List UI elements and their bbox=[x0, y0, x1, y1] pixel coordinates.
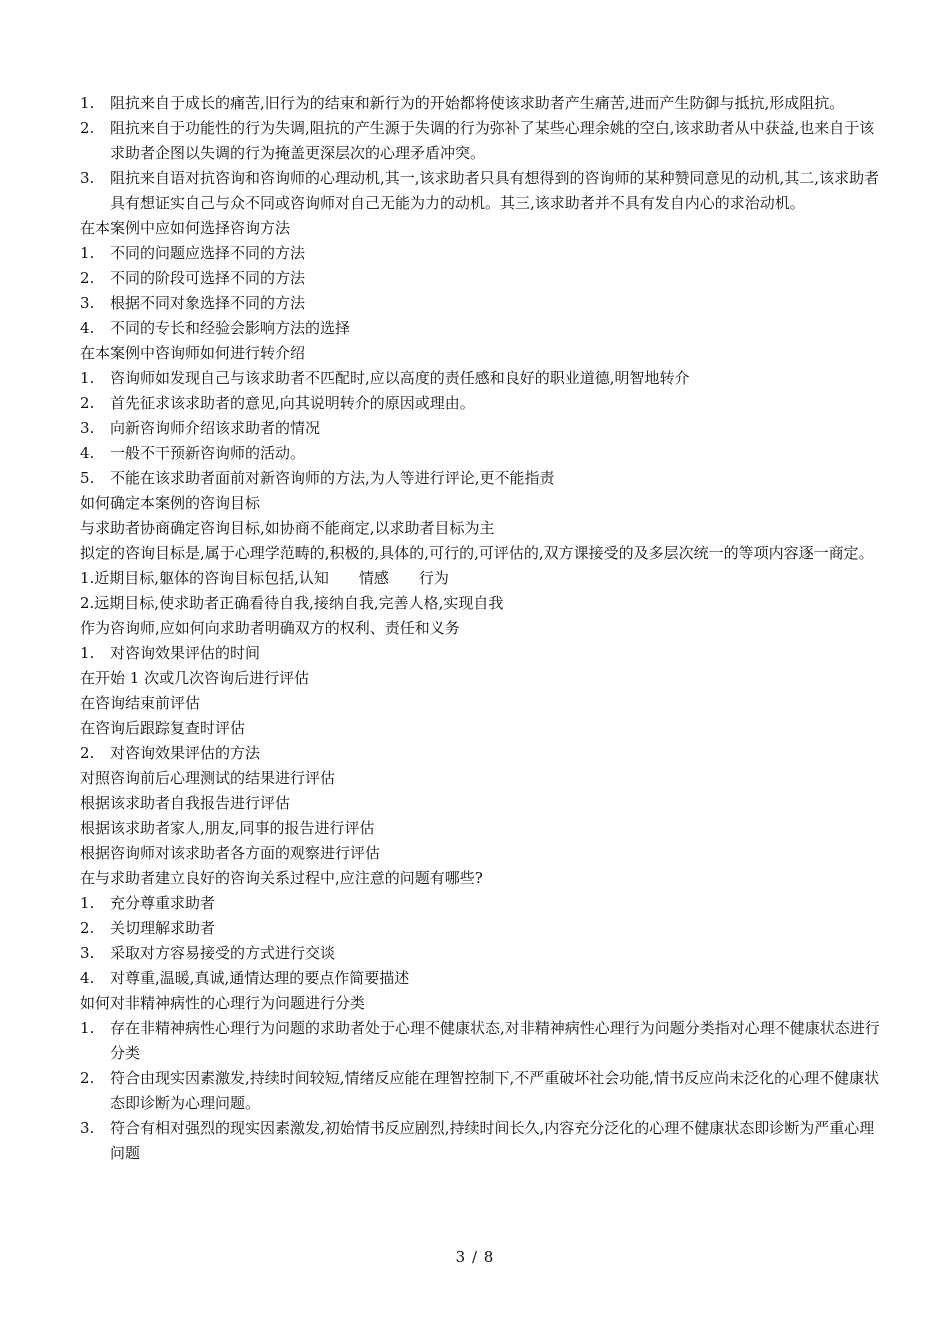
text-line: 在本案例中咨询师如何进行转介绍 bbox=[80, 344, 306, 362]
list-item bbox=[80, 391, 880, 416]
list-item-number: 2. bbox=[80, 744, 95, 762]
page-number: 3 / 8 bbox=[455, 1248, 495, 1266]
text-line: 如何对非精神病性的心理行为问题进行分类 bbox=[80, 994, 366, 1012]
list-item bbox=[80, 1116, 880, 1166]
list-item-number: 1. bbox=[80, 244, 95, 262]
text-line: 在咨询后跟踪复查时评估 bbox=[80, 719, 246, 737]
list-item-text: 不同的阶段可选择不同的方法 bbox=[110, 269, 306, 287]
list-item-number: 2. bbox=[80, 119, 95, 137]
list-item bbox=[80, 91, 880, 116]
list-item bbox=[80, 466, 880, 491]
text-line: 在与求助者建立良好的咨询关系过程中,应注意的问题有哪些? bbox=[80, 869, 483, 887]
text-line: 对照咨询前后心理测试的结果进行评估 bbox=[80, 769, 336, 787]
list-item-text: 符合由现实因素激发,持续时间较短,情绪反应能在理智控制下,不严重破坏社会功能,情书反应尚未泛化的心理不健康状态即诊断为心理问题。 bbox=[110, 1069, 880, 1112]
list-item-text: 存在非精神病性心理行为问题的求助者处于心理不健康状态,对非精神病性心理行为问题分类指对心理不健康状态进行分类 bbox=[110, 1019, 880, 1062]
list-item-text: 一般不干预新咨询师的活动。 bbox=[110, 444, 306, 462]
text-line: 根据该求助者家人,朋友,同事的报告进行评估 bbox=[80, 819, 375, 837]
text-line: 在开始 1 次或几次咨询后进行评估 bbox=[80, 669, 310, 687]
paragraph: 拟定的咨询目标是,属于心理学范畴的,积极的,具体的,可行的,可评估的,双方课接受的及多层次统一的等项内容逐一商定。 bbox=[80, 544, 874, 562]
list-item-text: 不能在该求助者面前对新咨询师的方法,为人等进行评论,更不能指责 bbox=[110, 469, 555, 487]
list-item-number: 5. bbox=[80, 469, 95, 487]
list-item bbox=[80, 966, 880, 991]
list-item-number: 3. bbox=[80, 1119, 95, 1137]
text-line: 在本案例中应如何选择咨询方法 bbox=[80, 219, 291, 237]
list-item-text: 符合有相对强烈的现实因素激发,初始情书反应剧烈,持续时间长久,内容充分泛化的心理不健康状态即诊断为严重心理问题 bbox=[110, 1119, 875, 1162]
list-item-text: 向新咨询师介绍该求助者的情况 bbox=[110, 419, 321, 437]
list-item bbox=[80, 416, 880, 441]
text-line: 根据该求助者自我报告进行评估 bbox=[80, 794, 291, 812]
list-item-number: 1. bbox=[80, 1019, 95, 1037]
list-item bbox=[80, 641, 880, 666]
list-item-text: 阻抗来自于功能性的行为失调,阻抗的产生源于失调的行为弥补了某些心理余姚的空白,该求助者从中获益,也来自于该求助者企图以失调的行为掩盖更深层次的心理矛盾冲突。 bbox=[110, 119, 875, 162]
list-item-number: 3. bbox=[80, 419, 95, 437]
list-item bbox=[80, 241, 880, 266]
list-item-number: 4. bbox=[80, 969, 95, 987]
list-item-number: 2. bbox=[80, 919, 95, 937]
list-item-text: 关切理解求助者 bbox=[110, 919, 216, 937]
list-item bbox=[80, 366, 880, 391]
text-line: 作为咨询师,应如何向求助者明确双方的权利、责任和义务 bbox=[80, 619, 460, 637]
list-item-number: 2. bbox=[80, 269, 95, 287]
list-item-text: 阻抗来自语对抗咨询和咨询师的心理动机,其一,该求助者只具有想得到的咨询师的某种赞同意见的动机,其二,该求助者具有想证实自己与众不同或咨询师对自己无能为力的动机。其三,该求助者并不具有发自内心的求治动机。 bbox=[110, 169, 880, 212]
list-item bbox=[80, 166, 880, 216]
list-item bbox=[80, 891, 880, 916]
list-item-number: 2. bbox=[80, 1069, 95, 1087]
list-item-text: 对尊重,温暖,真诚,通情达理的要点作简要描述 bbox=[110, 969, 410, 987]
list-item bbox=[80, 266, 880, 291]
list-item-number: 3. bbox=[80, 294, 95, 312]
list-item bbox=[80, 116, 880, 166]
list-item bbox=[80, 1066, 880, 1116]
text-line: 1.近期目标,躯体的咨询目标包括,认知 情感 行为 bbox=[80, 569, 449, 587]
text-line: 与求助者协商确定咨询目标,如协商不能商定,以求助者目标为主 bbox=[80, 519, 495, 537]
text-line: 2.远期目标,使求助者正确看待自我,接纳自我,完善人格,实现自我 bbox=[80, 594, 504, 612]
document-body bbox=[80, 91, 880, 1166]
list-item-text: 对咨询效果评估的时间 bbox=[110, 644, 261, 662]
list-item bbox=[80, 316, 880, 341]
list-item bbox=[80, 291, 880, 316]
list-item-text: 咨询师如发现自己与该求助者不匹配时,应以高度的责任感和良好的职业道德,明智地转介 bbox=[110, 369, 690, 387]
list-item-number: 1. bbox=[80, 369, 95, 387]
list-item-number: 4. bbox=[80, 444, 95, 462]
list-item-number: 3. bbox=[80, 169, 95, 187]
list-item bbox=[80, 741, 880, 766]
list-item-text: 首先征求该求助者的意见,向其说明转介的原因或理由。 bbox=[110, 394, 475, 412]
text-line: 根据咨询师对该求助者各方面的观察进行评估 bbox=[80, 844, 381, 862]
list-item-number: 3. bbox=[80, 944, 95, 962]
list-item-number: 2. bbox=[80, 394, 95, 412]
list-item bbox=[80, 441, 880, 466]
list-item-number: 1. bbox=[80, 94, 95, 112]
list-item-text: 不同的问题应选择不同的方法 bbox=[110, 244, 306, 262]
list-item bbox=[80, 941, 880, 966]
list-item-text: 采取对方容易接受的方式进行交谈 bbox=[110, 944, 336, 962]
text-line: 在咨询结束前评估 bbox=[80, 694, 201, 712]
list-item bbox=[80, 916, 880, 941]
list-item-text: 根据不同对象选择不同的方法 bbox=[110, 294, 306, 312]
list-item bbox=[80, 1016, 880, 1066]
list-item-text: 对咨询效果评估的方法 bbox=[110, 744, 261, 762]
list-item-number: 4. bbox=[80, 319, 95, 337]
list-item-text: 不同的专长和经验会影响方法的选择 bbox=[110, 319, 351, 337]
text-line: 如何确定本案例的咨询目标 bbox=[80, 494, 261, 512]
list-item-number: 1. bbox=[80, 644, 95, 662]
list-item-text: 充分尊重求助者 bbox=[110, 894, 216, 912]
list-item-text: 阻抗来自于成长的痛苦,旧行为的结束和新行为的开始都将使该求助者产生痛苦,进而产生防御与抵抗,形成阻抗。 bbox=[110, 94, 845, 112]
list-item-number: 1. bbox=[80, 894, 95, 912]
